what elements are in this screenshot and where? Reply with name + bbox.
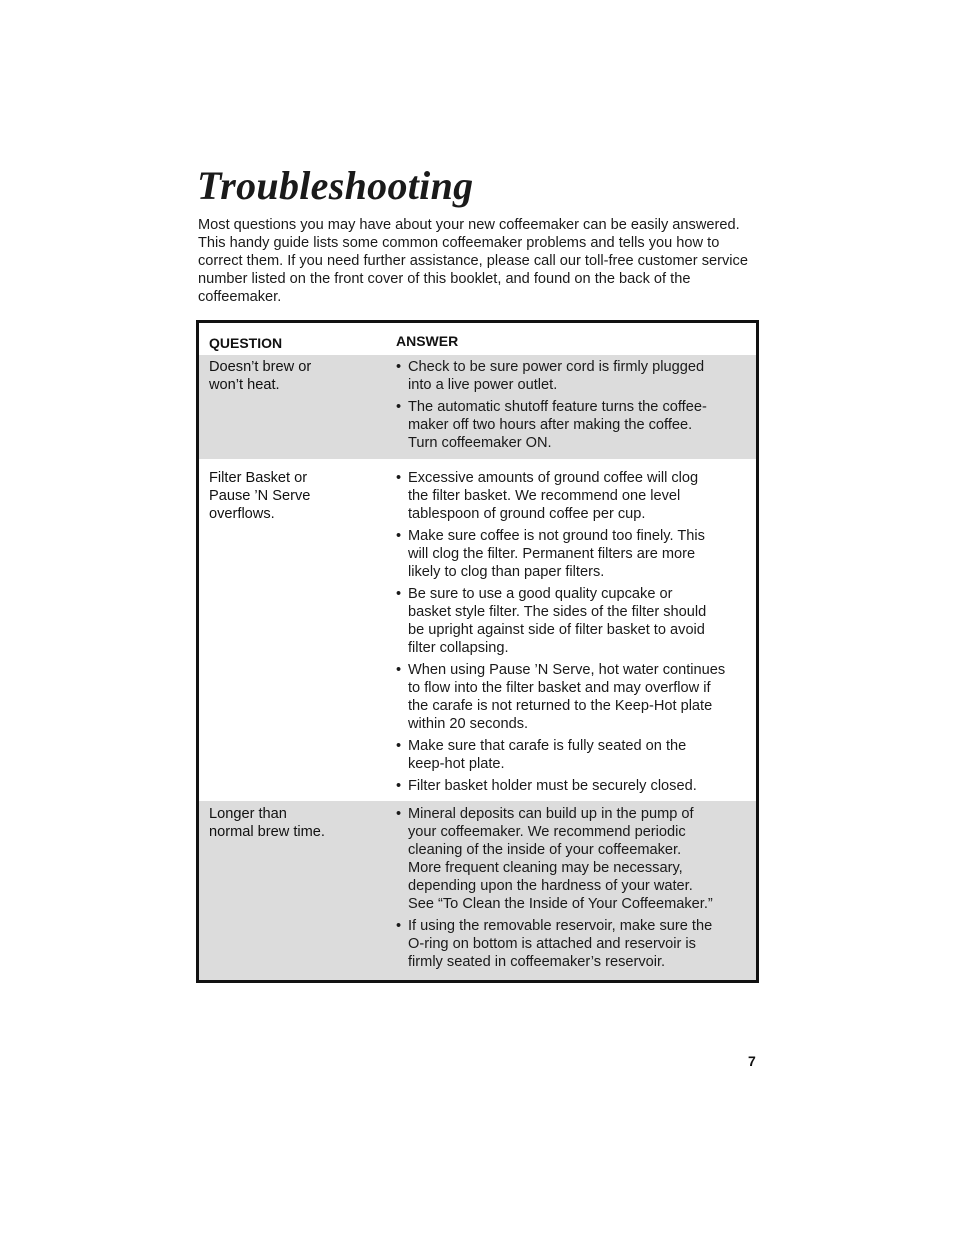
answer-text: Make sure coffee is not ground too finely. This will clog the filter. Permanent filters are more likely to clog than paper filters. [408, 528, 705, 580]
answer-text: When using Pause ’N Serve, hot water continues to flow into the filter basket and may overflow if the carafe is not returned to the Keep-Hot plate within 20 seconds. [408, 662, 726, 732]
answer-column-header: ANSWER [396, 333, 459, 349]
answer-item [396, 358, 746, 394]
answer-item [396, 398, 746, 452]
bullet-icon: • [396, 359, 402, 375]
question-cell: Filter Basket or Pause ’N Serve overflows. [209, 470, 311, 522]
bullet-icon: • [396, 399, 402, 415]
answer-item [396, 469, 746, 523]
bullet-icon: • [396, 528, 402, 544]
answer-item [396, 585, 746, 657]
answer-item [396, 661, 746, 733]
answer-text: If using the removable reservoir, make sure the O-ring on bottom is attached and reservoir is firmly seated in coffeemaker’s reservoir. [408, 918, 713, 970]
table-row [199, 355, 756, 459]
bullet-icon: • [396, 586, 402, 602]
bullet-icon: • [396, 738, 402, 754]
answer-text: Filter basket holder must be securely closed. [408, 778, 697, 794]
answer-list [396, 358, 746, 456]
table-row [199, 459, 756, 801]
answer-list [396, 805, 746, 975]
bullet-icon: • [396, 806, 402, 822]
bullet-icon: • [396, 918, 402, 934]
answer-item [396, 777, 746, 795]
answer-list [396, 469, 746, 799]
question-column-header: QUESTION [209, 335, 283, 351]
page-title: Troubleshooting [197, 163, 474, 208]
bullet-icon: • [396, 470, 402, 486]
intro-paragraph: Most questions you may have about your new coffeemaker can be easily answered. This handy guide lists some common coffeemaker problems and tells you how to correct them. If you need further assistance, please call our toll-free customer service number listed on the front cover of this booklet, and found on the back of the coffeemaker. [198, 217, 748, 305]
answer-text: Be sure to use a good quality cupcake or basket style filter. The sides of the filter should be upright against side of filter basket to avoid filter collapsing. [408, 586, 707, 656]
answer-item [396, 527, 746, 581]
page-number: 7 [748, 1053, 756, 1069]
answer-text: Check to be sure power cord is firmly plugged into a live power outlet. [408, 359, 705, 393]
table-row [199, 801, 756, 980]
answer-item [396, 805, 746, 913]
question-cell: Longer than normal brew time. [209, 806, 325, 840]
troubleshooting-table [196, 320, 759, 983]
answer-text: The automatic shutoff feature turns the coffee- maker off two hours after making the coffee. Turn coffeemaker ON. [408, 399, 707, 451]
answer-text: Excessive amounts of ground coffee will clog the filter basket. We recommend one level tablespoon of ground coffee per cup. [408, 470, 699, 522]
answer-text: Mineral deposits can build up in the pump of your coffeemaker. We recommend periodic cleaning of the inside of your coffeemaker. More frequent cleaning may be necessary, depending upon the hardness of your water. See “To Clean the Inside of Your Coffeemaker.” [408, 806, 713, 912]
answer-item [396, 737, 746, 773]
answer-text: Make sure that carafe is fully seated on the keep-hot plate. [408, 738, 687, 772]
answer-item [396, 917, 746, 971]
table-header [199, 323, 756, 355]
bullet-icon: • [396, 662, 402, 678]
question-cell: Doesn’t brew or won’t heat. [209, 359, 312, 393]
bullet-icon: • [396, 778, 402, 794]
